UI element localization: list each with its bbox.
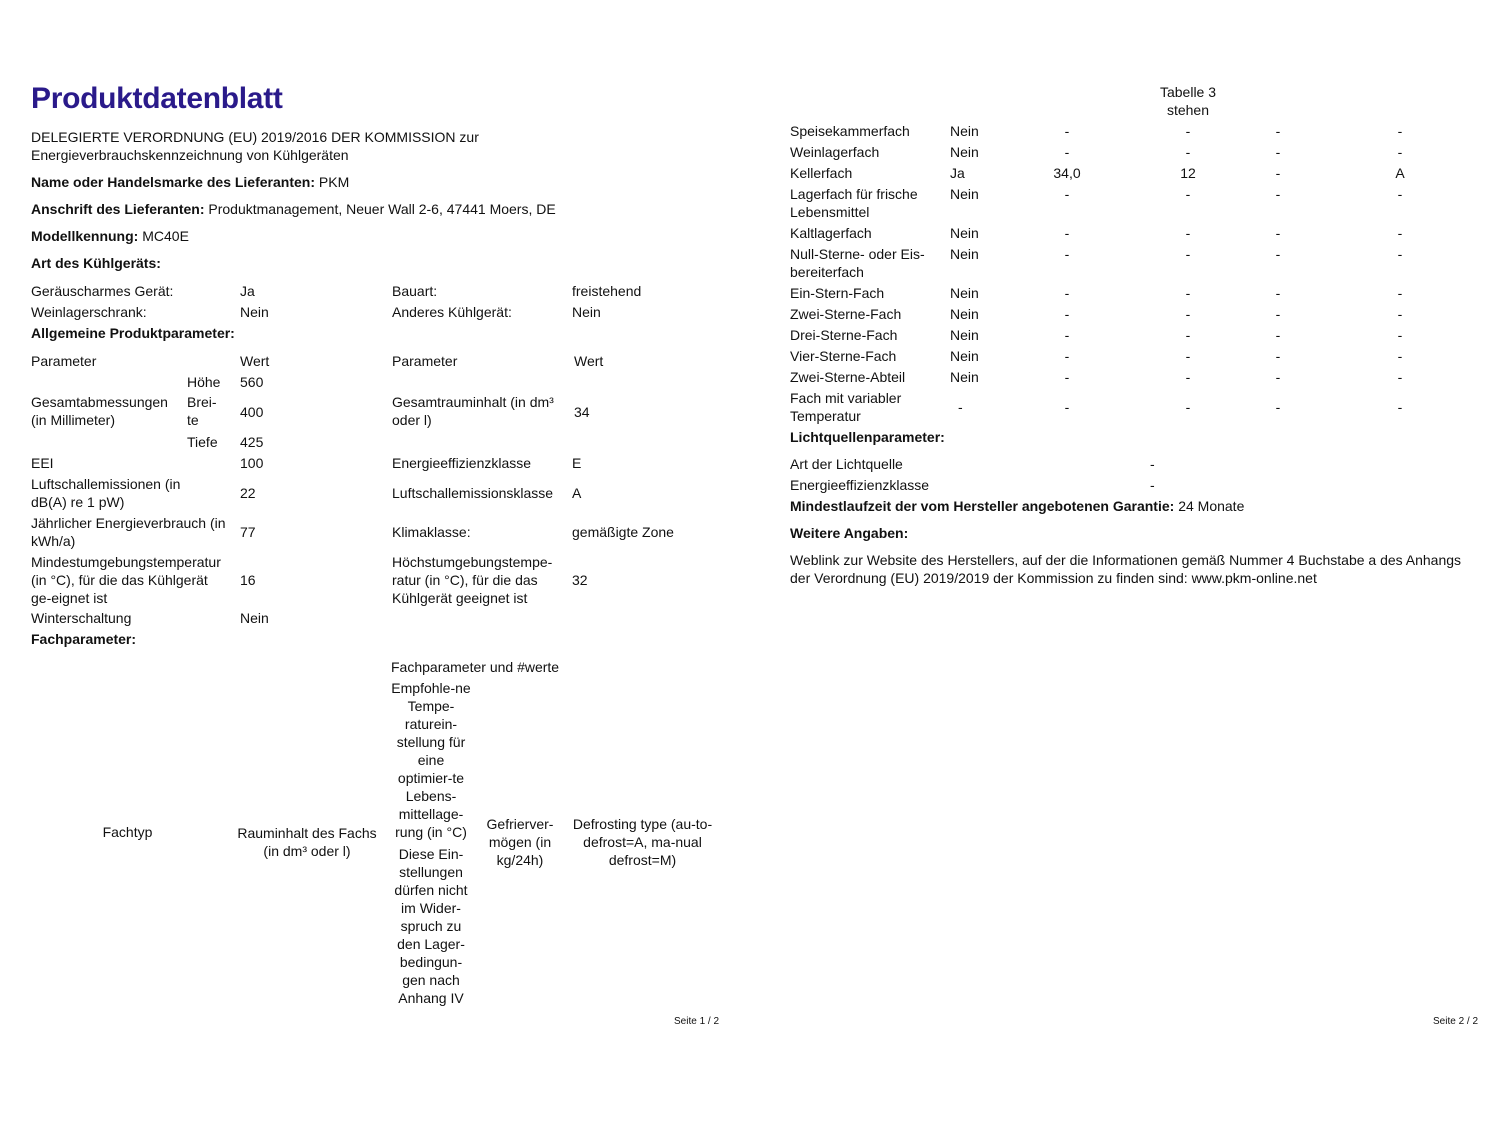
param-value: Nein (240, 610, 269, 626)
warranty-value: 24 Monate (1178, 498, 1245, 514)
fach-heading: Fachparameter: (31, 631, 137, 647)
fach-col-fachtyp: Fachtyp (102, 824, 153, 840)
compartment-temp: - (1185, 144, 1191, 160)
compartment-temp: - (1185, 399, 1191, 415)
more-heading: Weitere Angaben: (790, 525, 909, 541)
page-footer-1: Seite 1 / 2 (674, 1016, 720, 1027)
compartment-name: Fach mit variabler Temperatur (790, 390, 902, 424)
fach-table-title: Fachparameter und #werte (391, 659, 560, 675)
compartment-freeze: - (1275, 225, 1281, 241)
general-header-param: Parameter (31, 353, 97, 369)
compartment-vol: - (1064, 123, 1070, 139)
light-heading: Lichtquellenparameter: (790, 429, 945, 445)
fach-col-gefrier: Gefrierver-mögen (in kg/24h) (486, 816, 554, 868)
type-label: Anderes Kühlgerät: (392, 304, 512, 320)
compartment-present: Nein (950, 246, 979, 262)
compartment-vol: - (1064, 246, 1070, 262)
compartment-present: Nein (950, 348, 979, 364)
compartment-vol: - (1064, 225, 1070, 241)
height-value: 560 (240, 374, 264, 390)
param-label: Höchstumgebungstempe-ratur (in °C), für die das Kühlgerät geeignet ist (392, 554, 553, 606)
height-label: Höhe (187, 374, 221, 390)
compartment-temp: - (1185, 369, 1191, 385)
address-value: Produktmanagement, Neuer Wall 2-6, 47441 Moers, DE (208, 201, 556, 217)
compartment-present: Nein (950, 369, 979, 385)
compartment-name: Kaltlagerfach (790, 225, 872, 241)
light-value: - (1150, 456, 1155, 472)
page-title: Produktdatenblatt (31, 82, 283, 115)
model-value: MC40E (142, 228, 189, 244)
compartment-temp: 12 (1180, 165, 1196, 181)
compartment-vol: - (1064, 399, 1070, 415)
compartment-defrost: - (1397, 123, 1403, 139)
compartment-name: Lagerfach für frische Lebensmittel (790, 186, 918, 220)
compartment-present: Nein (950, 285, 979, 301)
compartment-vol: - (1064, 306, 1070, 322)
general-header-param: Parameter (392, 353, 458, 369)
compartment-temp: - (1185, 306, 1191, 322)
param-label: Luftschallemissionen (in dB(A) re 1 pW) (31, 476, 181, 510)
compartment-defrost: - (1397, 348, 1403, 364)
compartment-freeze: - (1275, 369, 1281, 385)
volume-value: 34 (574, 404, 590, 420)
width-label: Brei-te (187, 394, 217, 428)
depth-label: Tiefe (187, 434, 218, 450)
compartment-present: Nein (950, 225, 979, 241)
compartment-freeze: - (1275, 327, 1281, 343)
fach-col-rauminhalt: Rauminhalt des Fachs (in dm³ oder l) (237, 825, 377, 859)
compartment-temp: - (1185, 186, 1191, 202)
depth-value: 425 (240, 434, 264, 450)
light-value: - (1150, 477, 1155, 493)
param-label: Mindestumgebungstemperatur (in °C), für die das Kühlgerät ge-eignet ist (31, 554, 221, 606)
compartment-present: Ja (950, 165, 965, 181)
weblink-text: Weblink zur Website des Herstellers, auf der die Informationen gemäß Nummer 4 Buchstabe a des Anhangs der Verordnung (EU) 2019/2019 der Kommission zu finden sind: www.pkm-online.net (790, 552, 1462, 586)
type-label: Weinlagerschrank: (31, 304, 147, 320)
light-label: Energieeffizienzklasse (790, 477, 930, 493)
compartment-freeze: - (1275, 246, 1281, 262)
compartment-name: Kellerfach (790, 165, 853, 181)
param-value: E (572, 455, 582, 471)
compartment-present: Nein (950, 306, 979, 322)
table3-subtitle: stehen (1166, 102, 1210, 118)
type-value: Ja (240, 283, 255, 299)
compartment-vol: - (1064, 285, 1070, 301)
compartment-freeze: - (1275, 165, 1281, 181)
type-value: Nein (240, 304, 269, 320)
compartment-present: Nein (950, 327, 979, 343)
volume-label: Gesamtrauminhalt (in dm³ oder l) (392, 394, 554, 428)
compartment-freeze: - (1275, 186, 1281, 202)
compartment-vol: - (1064, 186, 1070, 202)
compartment-name: Zwei-Sterne-Fach (790, 306, 902, 322)
compartment-temp: - (1185, 225, 1191, 241)
param-value: 100 (240, 455, 264, 471)
param-value: gemäßigte Zone (572, 524, 674, 540)
compartment-freeze: - (1275, 123, 1281, 139)
warranty-line (790, 497, 1244, 515)
fach-col-temp-note: Diese Ein-stellungen dürfen nicht im Wider-spruch zu den Lager-bedingun-gen nach Anhang IV (394, 846, 468, 1006)
model-line (31, 227, 189, 245)
supplier-label: Name oder Handelsmarke des Lieferanten: (31, 174, 315, 190)
compartment-temp: - (1185, 327, 1191, 343)
param-label: EEI (31, 455, 54, 471)
supplier-value: PKM (318, 174, 350, 190)
param-label: Jährlicher Energieverbrauch (in kWh/a) (31, 515, 226, 549)
compartment-vol: - (1064, 144, 1070, 160)
param-label: Energieeffizienzklasse (392, 455, 532, 471)
compartment-temp: - (1185, 246, 1191, 262)
compartment-present: Nein (950, 123, 979, 139)
param-value: 16 (240, 572, 256, 588)
compartment-temp: - (1185, 285, 1191, 301)
address-label: Anschrift des Lieferanten: (31, 201, 205, 217)
param-label: Winterschaltung (31, 610, 132, 626)
type-label: Bauart: (392, 283, 438, 299)
model-label: Modellkennung: (31, 228, 139, 244)
param-value: 77 (240, 524, 256, 540)
warranty-label: Mindestlaufzeit der vom Hersteller angebotenen Garantie: (790, 498, 1175, 514)
type-value: freistehend (572, 283, 642, 299)
compartment-defrost: - (1397, 225, 1403, 241)
compartment-vol: - (1064, 369, 1070, 385)
param-label: Luftschallemissionsklasse (392, 485, 554, 501)
compartment-freeze: - (1275, 306, 1281, 322)
compartment-defrost: - (1397, 399, 1403, 415)
type-heading: Art des Kühlgeräts: (31, 255, 161, 271)
general-header-value: Wert (574, 353, 604, 369)
compartment-name: Zwei-Sterne-Abteil (790, 369, 906, 385)
regulation-text: DELEGIERTE VERORDNUNG (EU) 2019/2016 DER KOMMISSION zur Energieverbrauchskennzeichnung von Kühlgeräten (31, 129, 479, 163)
compartment-present: - (958, 399, 963, 415)
compartment-defrost: - (1397, 369, 1403, 385)
compartment-defrost: - (1397, 186, 1403, 202)
page-footer-2: Seite 2 / 2 (1433, 1016, 1479, 1027)
general-header-value: Wert (240, 353, 270, 369)
light-label: Art der Lichtquelle (790, 456, 903, 472)
fach-col-temp: Empfohle-ne Tempe-raturein-stellung für eine optimier-te Lebens-mittellage-rung (in °C) (391, 680, 471, 840)
compartment-name: Speisekammerfach (790, 123, 910, 139)
compartment-name: Vier-Sterne-Fach (790, 348, 897, 364)
compartment-freeze: - (1275, 144, 1281, 160)
compartment-vol: - (1064, 327, 1070, 343)
dimensions-label: Gesamtabmessungen (in Millimeter) (31, 394, 168, 428)
width-value: 400 (240, 404, 264, 420)
compartment-defrost: - (1397, 285, 1403, 301)
compartment-name: Null-Sterne- oder Eis-bereiterfach (790, 246, 925, 280)
compartment-name: Drei-Sterne-Fach (790, 327, 898, 343)
compartment-name: Weinlagerfach (790, 144, 880, 160)
supplier-line (31, 173, 349, 191)
type-label: Geräuscharmes Gerät: (31, 283, 174, 299)
param-label: Klimaklasse: (392, 524, 471, 540)
param-value: A (572, 485, 582, 501)
compartment-temp: - (1185, 348, 1191, 364)
compartment-present: Nein (950, 186, 979, 202)
general-heading: Allgemeine Produktparameter: (31, 325, 235, 341)
compartment-name: Ein-Stern-Fach (790, 285, 885, 301)
compartment-defrost: - (1397, 306, 1403, 322)
compartment-defrost: - (1397, 246, 1403, 262)
param-value: 22 (240, 485, 256, 501)
compartment-vol: 34,0 (1053, 165, 1081, 181)
compartment-present: Nein (950, 144, 979, 160)
compartment-freeze: - (1275, 348, 1281, 364)
param-value: 32 (572, 572, 588, 588)
compartment-defrost: - (1397, 144, 1403, 160)
type-value: Nein (572, 304, 601, 320)
address-line (31, 200, 556, 218)
compartment-defrost: - (1397, 327, 1403, 343)
compartment-temp: - (1185, 123, 1191, 139)
compartment-vol: - (1064, 348, 1070, 364)
compartment-defrost: A (1395, 165, 1405, 181)
fach-col-defrost: Defrosting type (au-to-defrost=A, ma-nual defrost=M) (572, 816, 713, 868)
compartment-freeze: - (1275, 285, 1281, 301)
table3-title: Tabelle 3 (1159, 84, 1217, 100)
compartment-freeze: - (1275, 399, 1281, 415)
